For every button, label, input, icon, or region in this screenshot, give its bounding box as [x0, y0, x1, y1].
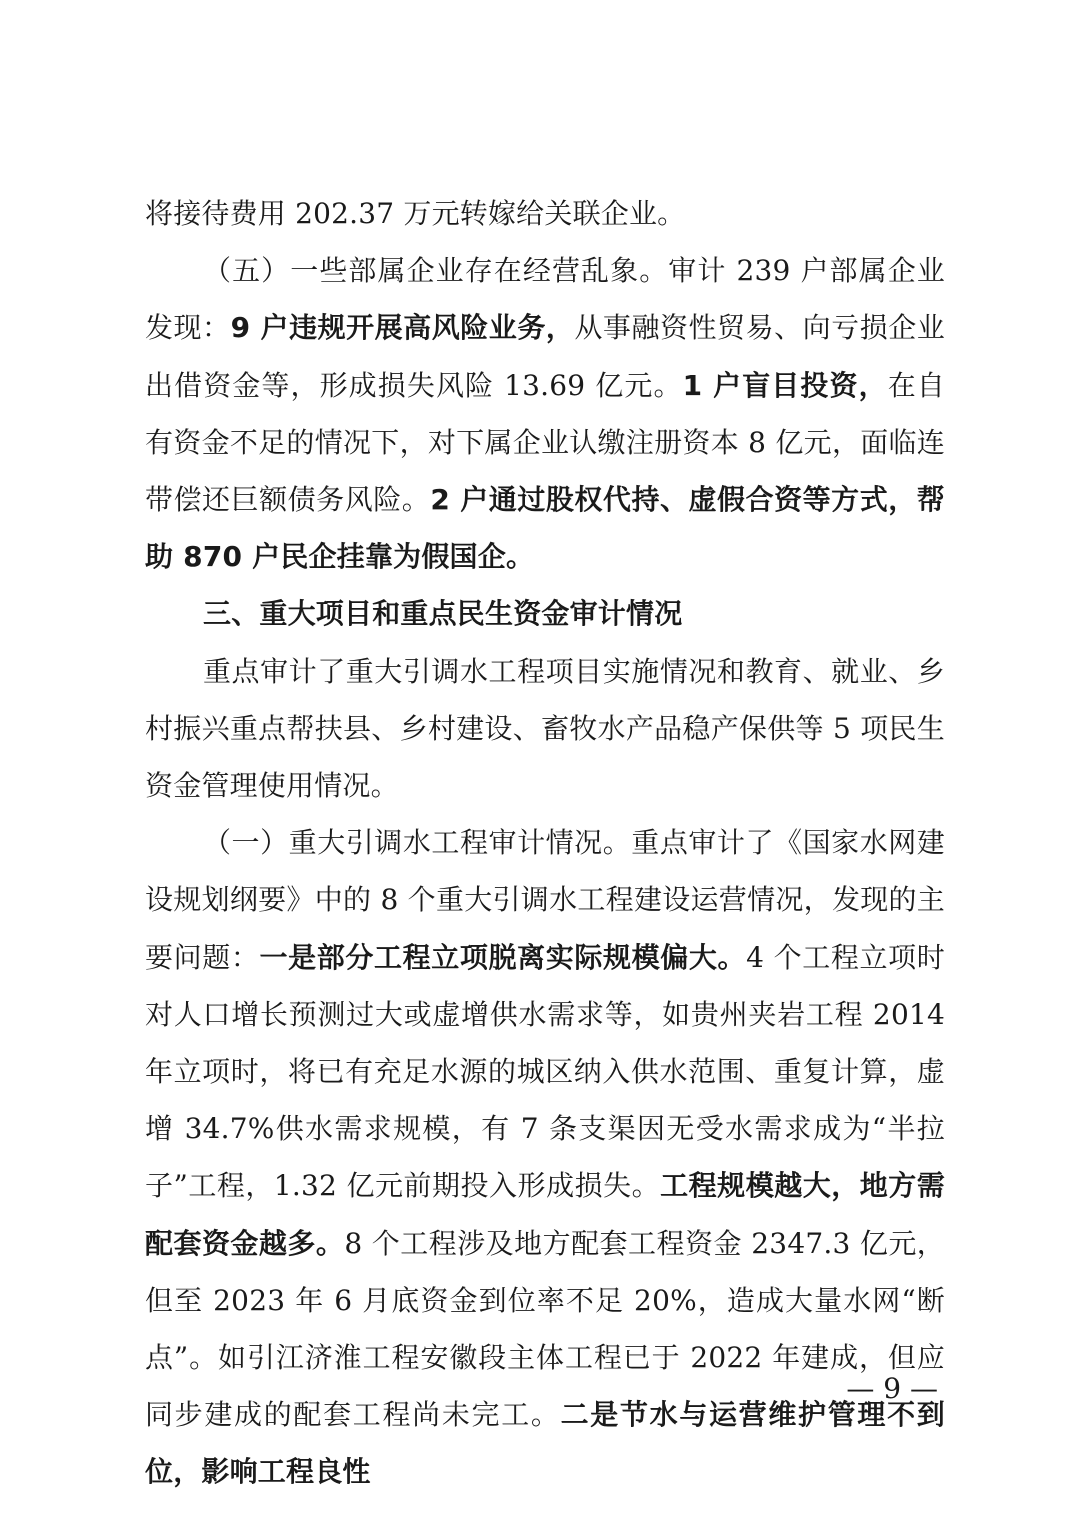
paragraph-ministry-enterprises	[145, 242, 945, 585]
text-run: 在自有资金不足的情况下，对下属企业认缴注册资本 8 亿元，面临连带偿还巨额债务风险。	[145, 368, 945, 517]
bold-text-run: 一是部分工程立项脱离实际规模偏大。	[259, 940, 747, 974]
text-run: （五）一些部属企业存在经营乱象。审计 239 户部属企业发现：	[145, 254, 945, 345]
text-run: 4 个工程立项时对人口增长预测过大或虚增供水需求等，如贵州夹岩工程 2014 年立项时，将已有充足水源的城区纳入供水范围、重复计算，虚增 34.7%供水需求规模，有 7 条支渠因无受水需求成为“半拉子”工程，1.32 亿元前期投入形成损失。	[145, 940, 945, 1203]
text-run: （一）重大引调水工程审计情况。重点审计了《国家水网建设规划纲要》中的 8 个重大引调水工程建设运营情况，发现的主要问题：	[145, 826, 945, 974]
text-run: 8 个工程涉及地方配套工程资金 2347.3 亿元，但至 2023 年 6 月底资金到位率不足 20%，造成大量水网“断点”。如引江济淮工程安徽段主体工程已于 2022 年建成，但应同步建成的配套工程尚未完工。	[145, 1226, 945, 1432]
bold-text-run: 工程规模越大，地方需配套资金越多。	[145, 1169, 945, 1260]
bold-text-run: 1 户盲目投资，	[682, 368, 888, 402]
paragraph-continuation	[145, 185, 945, 242]
document-body	[145, 185, 945, 1501]
text-run: 从事融资性贸易、向亏损企业出借资金等，形成损失风险 13.69 亿元。	[145, 311, 945, 402]
bold-text-run: 二是节水与运营维护管理不到位，影响工程良性	[145, 1398, 945, 1489]
page-number	[0, 1372, 1080, 1406]
page-number-text: — 9 —	[846, 1372, 938, 1405]
paragraph-overview	[145, 643, 945, 815]
text-run: 重点审计了重大引调水工程项目实施情况和教育、就业、乡村振兴重点帮扶县、乡村建设、畜牧水产品稳产保供等 5 项民生资金管理使用情况。	[145, 654, 945, 803]
bold-text-run: 9 户违规开展高风险业务，	[230, 311, 575, 345]
text-run: 将接待费用 202.37 万元转嫁给关联企业。	[145, 197, 686, 230]
section-heading-text: 三、重大项目和重点民生资金审计情况	[203, 597, 683, 631]
bold-text-run: 2 户通过股权代持、虚假合资等方式，帮助 870 户民企挂靠为假国企。	[145, 483, 945, 574]
section-heading	[145, 585, 945, 642]
